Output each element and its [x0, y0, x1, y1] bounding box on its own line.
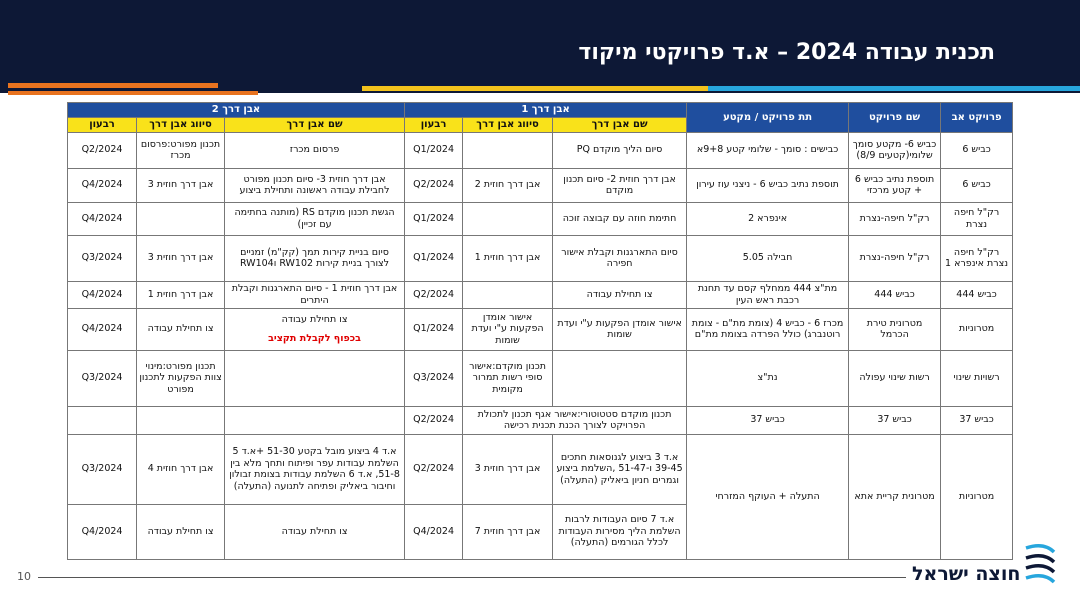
cell-m1-type: אישור אומדן הפקעות ע"י ועדת שומות — [463, 308, 553, 350]
cell-m2-q: Q3/2024 — [68, 434, 137, 504]
cell-m1-type — [463, 202, 553, 235]
m2-name-text: צו תחילת עבודה — [281, 313, 348, 325]
cell-m2-q — [68, 406, 137, 434]
cell-m2-type: אבן דרך חוזית 3 — [137, 168, 225, 202]
cell-m1-name: א.ד 7 סיום העבודות לרבות השלמת הליך מסירות העבודות לכלל הגורמים (התעלה) — [553, 504, 687, 559]
cell-m1-name: סיום הליך מוקדם PQ — [553, 132, 687, 168]
cell-name: מטרונית טירת הכרמל — [849, 308, 941, 350]
cell-m1-name: חתימת חוזה עם קבוצה זוכה — [553, 202, 687, 235]
cell-m2-type — [137, 202, 225, 235]
table-row — [68, 308, 1013, 350]
cell-m1-name: א.ד 3 ביצוע לגנוסאות חתכים 39-45 ו-51-47 ,השלמת ביצוע וגמרים חניון ביאליק (התעלה) — [553, 434, 687, 504]
table-row — [68, 168, 1013, 202]
cell-av: כביש 444 — [941, 281, 1013, 308]
cell-sub: תוספת נתיב כביש 6 - ניצני עוז עירון — [687, 168, 849, 202]
header-ms2-quarter: רבעון — [68, 118, 137, 133]
cell-name: כביש 6- מקטע סומך שלומי(קטעים 8/9) — [849, 132, 941, 168]
accent-bar-orange — [8, 83, 218, 88]
cell-m1-q: Q1/2024 — [405, 308, 463, 350]
cell-m2-q: Q4/2024 — [68, 168, 137, 202]
cell-sub: התעלה + העוקף המזרחי — [687, 434, 849, 559]
header-ms2-name: שם אבן דרך — [225, 118, 405, 133]
logo-wave-icon — [1022, 540, 1058, 584]
cell-m1-type: אבן דרך חוזית 1 — [463, 235, 553, 281]
cell-m1-q: Q1/2024 — [405, 132, 463, 168]
cell-av: רשויות שינוי — [941, 350, 1013, 406]
cell-m2-name — [225, 406, 405, 434]
cell-m1-q: Q1/2024 — [405, 235, 463, 281]
accent-bar-orange-2 — [8, 91, 258, 95]
cell-sub: כבישים : סומך - שלומי קטע 9+8א — [687, 132, 849, 168]
cell-av: כביש 6 — [941, 132, 1013, 168]
cell-m2-q: Q3/2024 — [68, 350, 137, 406]
cell-av: מטרוניות — [941, 308, 1013, 350]
cell-m2-type — [137, 406, 225, 434]
cell-m2-type: תכנון מפורט:מינוי צוות הפקעות לתכנון מפורט — [137, 350, 225, 406]
cell-sub: אינפרא 2 — [687, 202, 849, 235]
cell-sub: מכרז 6 - כביש 4 (צומת מת"ם - צומת רוטנברג) כולל הפרדה בצומת מת"ם — [687, 308, 849, 350]
cell-name: כביש 444 — [849, 281, 941, 308]
cell-m2-name: אבן דרך חוזית 1 - סיום התארגנות וקבלת היתרים — [225, 281, 405, 308]
header-av-project: פרויקט אב — [941, 103, 1013, 133]
table-row — [68, 235, 1013, 281]
cell-m2-name — [225, 308, 405, 350]
table-row — [68, 281, 1013, 308]
logo-text: חוצה ישראל — [912, 563, 1021, 585]
cell-av: רק"ל חיפה נצרת — [941, 202, 1013, 235]
cell-av: כביש 37 — [941, 406, 1013, 434]
cell-m2-q: Q2/2024 — [68, 132, 137, 168]
cell-m1-type: תכנון מוקדם:אישור סופי רשות תמרור מקומית — [463, 350, 553, 406]
header-ms1-type: סיווג אבן דרך — [463, 118, 553, 133]
cell-av: כביש 6 — [941, 168, 1013, 202]
cell-m2-type: אבן דרך חוזית 4 — [137, 434, 225, 504]
table-row — [68, 406, 1013, 434]
cell-name: רק"ל חיפה-נצרת — [849, 235, 941, 281]
header-ms2-type: סיווג אבן דרך — [137, 118, 225, 133]
cell-m1-q: Q2/2024 — [405, 168, 463, 202]
cell-m2-name — [225, 350, 405, 406]
accent-bar-yellow — [362, 86, 708, 91]
cell-m1-q: Q3/2024 — [405, 350, 463, 406]
cell-av: רק"ל חיפה נצרת אינפרא 1 — [941, 235, 1013, 281]
cell-m2-type: אבן דרך חוזית 1 — [137, 281, 225, 308]
cell-m2-type: צו תחילת עבודה — [137, 504, 225, 559]
cell-m1-q: Q2/2024 — [405, 281, 463, 308]
cell-m1-type — [463, 281, 553, 308]
cell-m2-name: סיום בניית קירות תמך (קק"מ) זמניים לצורך בניית קירות RW102 וRW104 — [225, 235, 405, 281]
table-row — [68, 132, 1013, 168]
cell-name: רשות שינוי עפולה — [849, 350, 941, 406]
page-title: תכנית עבודה 2024 – א.ד פרויקטי מיקוד — [578, 40, 995, 65]
cell-m1-name: תכנון מוקדם סטטוטורי:אישור אגף תכנון לתכולת הפרויקט לצורך הכנת תכנית רכישה — [463, 406, 687, 434]
header-ms1-quarter: רבעון — [405, 118, 463, 133]
cell-m1-q: Q4/2024 — [405, 504, 463, 559]
table-row — [68, 202, 1013, 235]
cell-m1-q: Q1/2024 — [405, 202, 463, 235]
header-ms1-name: שם אבן דרך — [553, 118, 687, 133]
cell-av: מטרוניות — [941, 434, 1013, 559]
cell-name: רק"ל חיפה-נצרת — [849, 202, 941, 235]
accent-bar-blue — [708, 86, 1080, 91]
cell-sub: מת"צ 444 ממחלף קסם עד תחנת רכבת ראש העין — [687, 281, 849, 308]
cell-m2-q: Q4/2024 — [68, 308, 137, 350]
cell-m2-q: Q4/2024 — [68, 504, 137, 559]
cell-m2-q: Q4/2024 — [68, 281, 137, 308]
cell-m2-name: צו תחילת עבודה — [225, 504, 405, 559]
cell-m2-type: צו תחילת עבודה — [137, 308, 225, 350]
cell-m2-name: א.ד 4 ביצוע מובל בקטע 51-30 +א.ד 5 השלמת עבודות עפר ופיתוח ותחך מלא בין 51-8, א.ד 6 השלמת עבודות בצומת זבולון וחיבור ביאליק ופתיחה לתנועה (התעלה) — [225, 434, 405, 504]
cell-m1-type: אבן דרך חוזית 3 — [463, 434, 553, 504]
cell-sub: כביש 37 — [687, 406, 849, 434]
cell-m2-name: פרסום מכרז — [225, 132, 405, 168]
cell-m2-q: Q4/2024 — [68, 202, 137, 235]
cell-m1-name: סיום התארגנות וקבלת אישור חפירה — [553, 235, 687, 281]
header-milestone-1: אבן דרך 1 — [405, 103, 687, 118]
cell-name: מטרונית קריית אתא — [849, 434, 941, 559]
cell-m1-type — [463, 132, 553, 168]
cell-m1-type: אבן דרך חוזית 7 — [463, 504, 553, 559]
table-row — [68, 350, 1013, 406]
cell-m2-name: הגשת תכנון מוקדם RS (מותנה בחתימה עם זכיין) — [225, 202, 405, 235]
cell-m2-name: אבן דרך חוזית 3- סיום תכנון מפורט לחבילת עבודה ראשונה ותחילת ביצוע — [225, 168, 405, 202]
cell-m2-q: Q3/2024 — [68, 235, 137, 281]
cell-m1-name — [553, 350, 687, 406]
header-band — [0, 0, 1080, 93]
cell-m1-q: Q2/2024 — [405, 434, 463, 504]
work-plan-table — [67, 102, 1013, 560]
cell-m1-type: אבן דרך חוזית 2 — [463, 168, 553, 202]
cell-m2-type: אבן דרך חוזית 3 — [137, 235, 225, 281]
page-number: 10 — [17, 570, 31, 583]
cell-name: תוספת נתיב כביש 6 + קטע מרכזי — [849, 168, 941, 202]
cell-m1-name: צו תחילת עבודה — [553, 281, 687, 308]
header-sub-project: תת פרויקט / מקטע — [687, 103, 849, 133]
cell-m1-q: Q2/2024 — [405, 406, 463, 434]
header-project-name: שם פרויקט — [849, 103, 941, 133]
cell-name: כביש 37 — [849, 406, 941, 434]
cell-m2-type: תכנון מפורט:פרסום מכרז — [137, 132, 225, 168]
table-row — [68, 434, 1013, 504]
cell-m1-name: אבן דרך חוזית 2- סיום תכנון מוקדם — [553, 168, 687, 202]
header-milestone-2: אבן דרך 2 — [68, 103, 405, 118]
footer-divider — [38, 577, 906, 578]
budget-note: בכפוף לקבלת תקציב — [268, 333, 361, 344]
cell-sub: נת"צ — [687, 350, 849, 406]
cell-m1-name: אישור אומדן הפקעות ע"י ועדת שומות — [553, 308, 687, 350]
cell-sub: חבילה 5.05 — [687, 235, 849, 281]
